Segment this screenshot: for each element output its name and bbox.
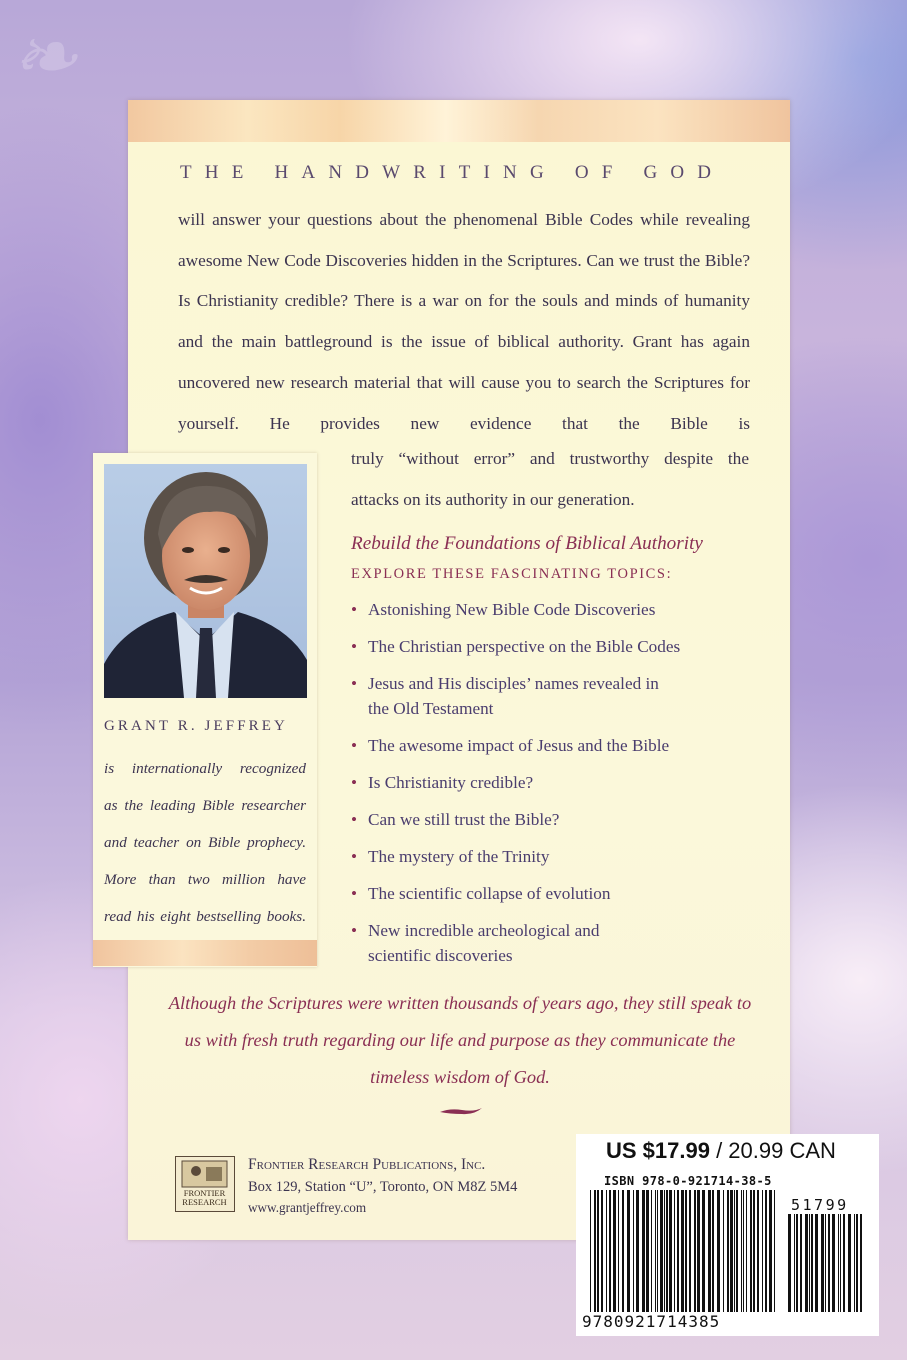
publisher-logo (175, 1156, 235, 1212)
bullet-icon: • (351, 773, 358, 792)
publisher-logo-text-1: FRONTIER (183, 1188, 226, 1198)
price-label (606, 1138, 836, 1164)
price-us: US $17.99 (606, 1138, 710, 1163)
barcode-bar (856, 1214, 858, 1312)
author-bio-line: and teacher on Bible prophecy. (104, 834, 306, 851)
barcode-bar (590, 1190, 591, 1312)
ean-barcode-icon (590, 1190, 776, 1312)
barcode-bar (821, 1214, 824, 1312)
isbn-label: ISBN 978-0-921714-38-5 (604, 1174, 772, 1188)
barcode-bar (636, 1190, 639, 1312)
addon-barcode-icon (788, 1214, 864, 1312)
barcode-bar (660, 1190, 663, 1312)
intro-paragraph: will answer your questions about the phenomenal Bible Codes while revealing awesome New Code Discoveries hidden in the Scriptures. Can we trust the Bible? Is Christianity credible? There is a war on for the souls and minds of humanity and the main battleground is the issue of biblical authority. Grant has again uncovered new research material that will cause you to search the Scriptures for yourself. He provides new evidence that the Bible is (178, 210, 750, 433)
barcode-bar (669, 1190, 672, 1312)
barcode-bar (601, 1190, 603, 1312)
bullet-icon: • (351, 921, 358, 940)
publisher-address: Box 129, Station “U”, Toronto, ON M8Z 5M4 (248, 1179, 518, 1195)
list-item: • Can we still trust the Bible? (351, 807, 771, 832)
barcode-bar (606, 1190, 607, 1312)
barcode-bar (681, 1190, 684, 1312)
ean-code: 9780921714385 (582, 1312, 721, 1331)
barcode-bar (788, 1214, 791, 1312)
barcode-bar (712, 1190, 714, 1312)
barcode-bar (838, 1214, 839, 1312)
subheading: Rebuild the Foundations of Biblical Authority (351, 533, 703, 554)
bullet-icon: • (351, 736, 358, 755)
barcode-bar (800, 1214, 802, 1312)
barcode-bar (694, 1190, 696, 1312)
barcode-bar (677, 1190, 679, 1312)
barcode-bar (746, 1190, 747, 1312)
barcode-bar (674, 1190, 675, 1312)
barcode-bar (622, 1190, 624, 1312)
author-bio-line: is internationally recognized (104, 760, 306, 777)
barcode-bar (736, 1190, 738, 1312)
barcode-bar (618, 1190, 619, 1312)
barcode-bar (794, 1214, 795, 1312)
barcode-bar (750, 1190, 752, 1312)
barcode-bar (828, 1214, 830, 1312)
barcode-bar (597, 1190, 599, 1312)
list-item: • The scientific collapse of evolution (351, 881, 771, 906)
publisher-website: www.grantjeffrey.com (248, 1200, 367, 1215)
barcode-bar (769, 1190, 772, 1312)
barcode-bar (702, 1190, 705, 1312)
closing-quote: Although the Scriptures were written thousands of years ago, they still speak to us with fresh truth regarding our life and purpose as they communicate the timeless wisdom of God. (168, 993, 752, 1087)
barcode-bar (627, 1190, 630, 1312)
barcode-bar (666, 1190, 668, 1312)
author-name: GRANT R. JEFFREY (104, 718, 288, 734)
author-photo (104, 464, 307, 698)
intro-continuation (351, 439, 749, 520)
barcode-bar (708, 1190, 711, 1312)
addon-code: 51799 (791, 1196, 849, 1214)
barcode-bar (854, 1214, 855, 1312)
barcode-bar (762, 1190, 763, 1312)
barcode-bar (697, 1190, 700, 1312)
author-bio (104, 750, 306, 935)
barcode-bar (765, 1190, 767, 1312)
barcode-bar (613, 1190, 616, 1312)
list-item: • Jesus and His disciples’ names revealed in the Old Testament (351, 671, 678, 721)
list-item: • New incredible archeological and scientific discoveries (351, 918, 638, 968)
bullet-icon: • (351, 810, 358, 829)
barcode-bar (743, 1190, 744, 1312)
barcode-bar (642, 1190, 645, 1312)
barcode-bar (757, 1190, 759, 1312)
list-item: • Astonishing New Bible Code Discoveries (351, 597, 771, 622)
barcode-bar (727, 1190, 729, 1312)
sky-script-decoration: ❧ (10, 10, 78, 103)
barcode-bar (809, 1214, 810, 1312)
bullet-icon: • (351, 847, 358, 866)
author-bio-line: read his eight bestselling books. (104, 908, 306, 925)
book-title-heading: THE HANDWRITING OF GOD (180, 162, 725, 183)
barcode-bar (774, 1190, 775, 1312)
barcode-bar (753, 1190, 755, 1312)
barcode-bar (664, 1190, 665, 1312)
topics-list (351, 597, 771, 980)
barcode-bar (646, 1190, 649, 1312)
barcode-bar (685, 1190, 687, 1312)
barcode-bar (734, 1190, 735, 1312)
author-card-band (93, 940, 317, 966)
barcode-bar (840, 1214, 841, 1312)
bullet-icon: • (351, 674, 358, 693)
explore-label: EXPLORE THESE FASCINATING TOPICS: (351, 566, 673, 582)
publisher-name: Frontier Research Publications, Inc. (248, 1156, 486, 1173)
barcode-bar (657, 1190, 658, 1312)
barcode-bar (723, 1190, 724, 1312)
barcode-bar (594, 1190, 596, 1312)
intro-continuation-line-1: truly “without error” and trustworthy despite the (351, 449, 749, 468)
intro-continuation-line-2: attacks on its authority in our generation. (351, 489, 635, 509)
barcode-bar (633, 1190, 634, 1312)
barcode-bar (825, 1214, 826, 1312)
barcode-bar (730, 1190, 733, 1312)
barcode-bar (717, 1190, 720, 1312)
barcode-bar (609, 1190, 611, 1312)
publisher-logo-text-2: RESEARCH (182, 1197, 227, 1207)
barcode-bar (805, 1214, 808, 1312)
price-can: / 20.99 CAN (709, 1138, 836, 1163)
barcode-bar (860, 1214, 862, 1312)
publisher-emblem-icon (176, 1157, 233, 1210)
list-item: • The Christian perspective on the Bible Codes (351, 634, 771, 659)
barcode-bar (655, 1190, 656, 1312)
barcode-bar (689, 1190, 691, 1312)
barcode-bar (651, 1190, 652, 1312)
barcode-bar (832, 1214, 835, 1312)
feather-flourish-icon (438, 1105, 484, 1119)
bullet-icon: • (351, 637, 358, 656)
list-item: • The awesome impact of Jesus and the Bible (351, 733, 771, 758)
barcode-bar (796, 1214, 798, 1312)
bullet-icon: • (351, 884, 358, 903)
panel-top-band (128, 100, 790, 142)
bullet-icon: • (351, 600, 358, 619)
barcode-bar (815, 1214, 818, 1312)
author-bio-line: as the leading Bible researcher (104, 797, 306, 814)
author-portrait-icon (104, 464, 307, 698)
list-item: • The mystery of the Trinity (351, 844, 771, 869)
list-item: • Is Christianity credible? (351, 770, 771, 795)
barcode-bar (811, 1214, 813, 1312)
author-bio-line: More than two million have (104, 871, 306, 888)
barcode-bar (741, 1190, 742, 1312)
barcode-bar (843, 1214, 845, 1312)
barcode-bar (848, 1214, 851, 1312)
